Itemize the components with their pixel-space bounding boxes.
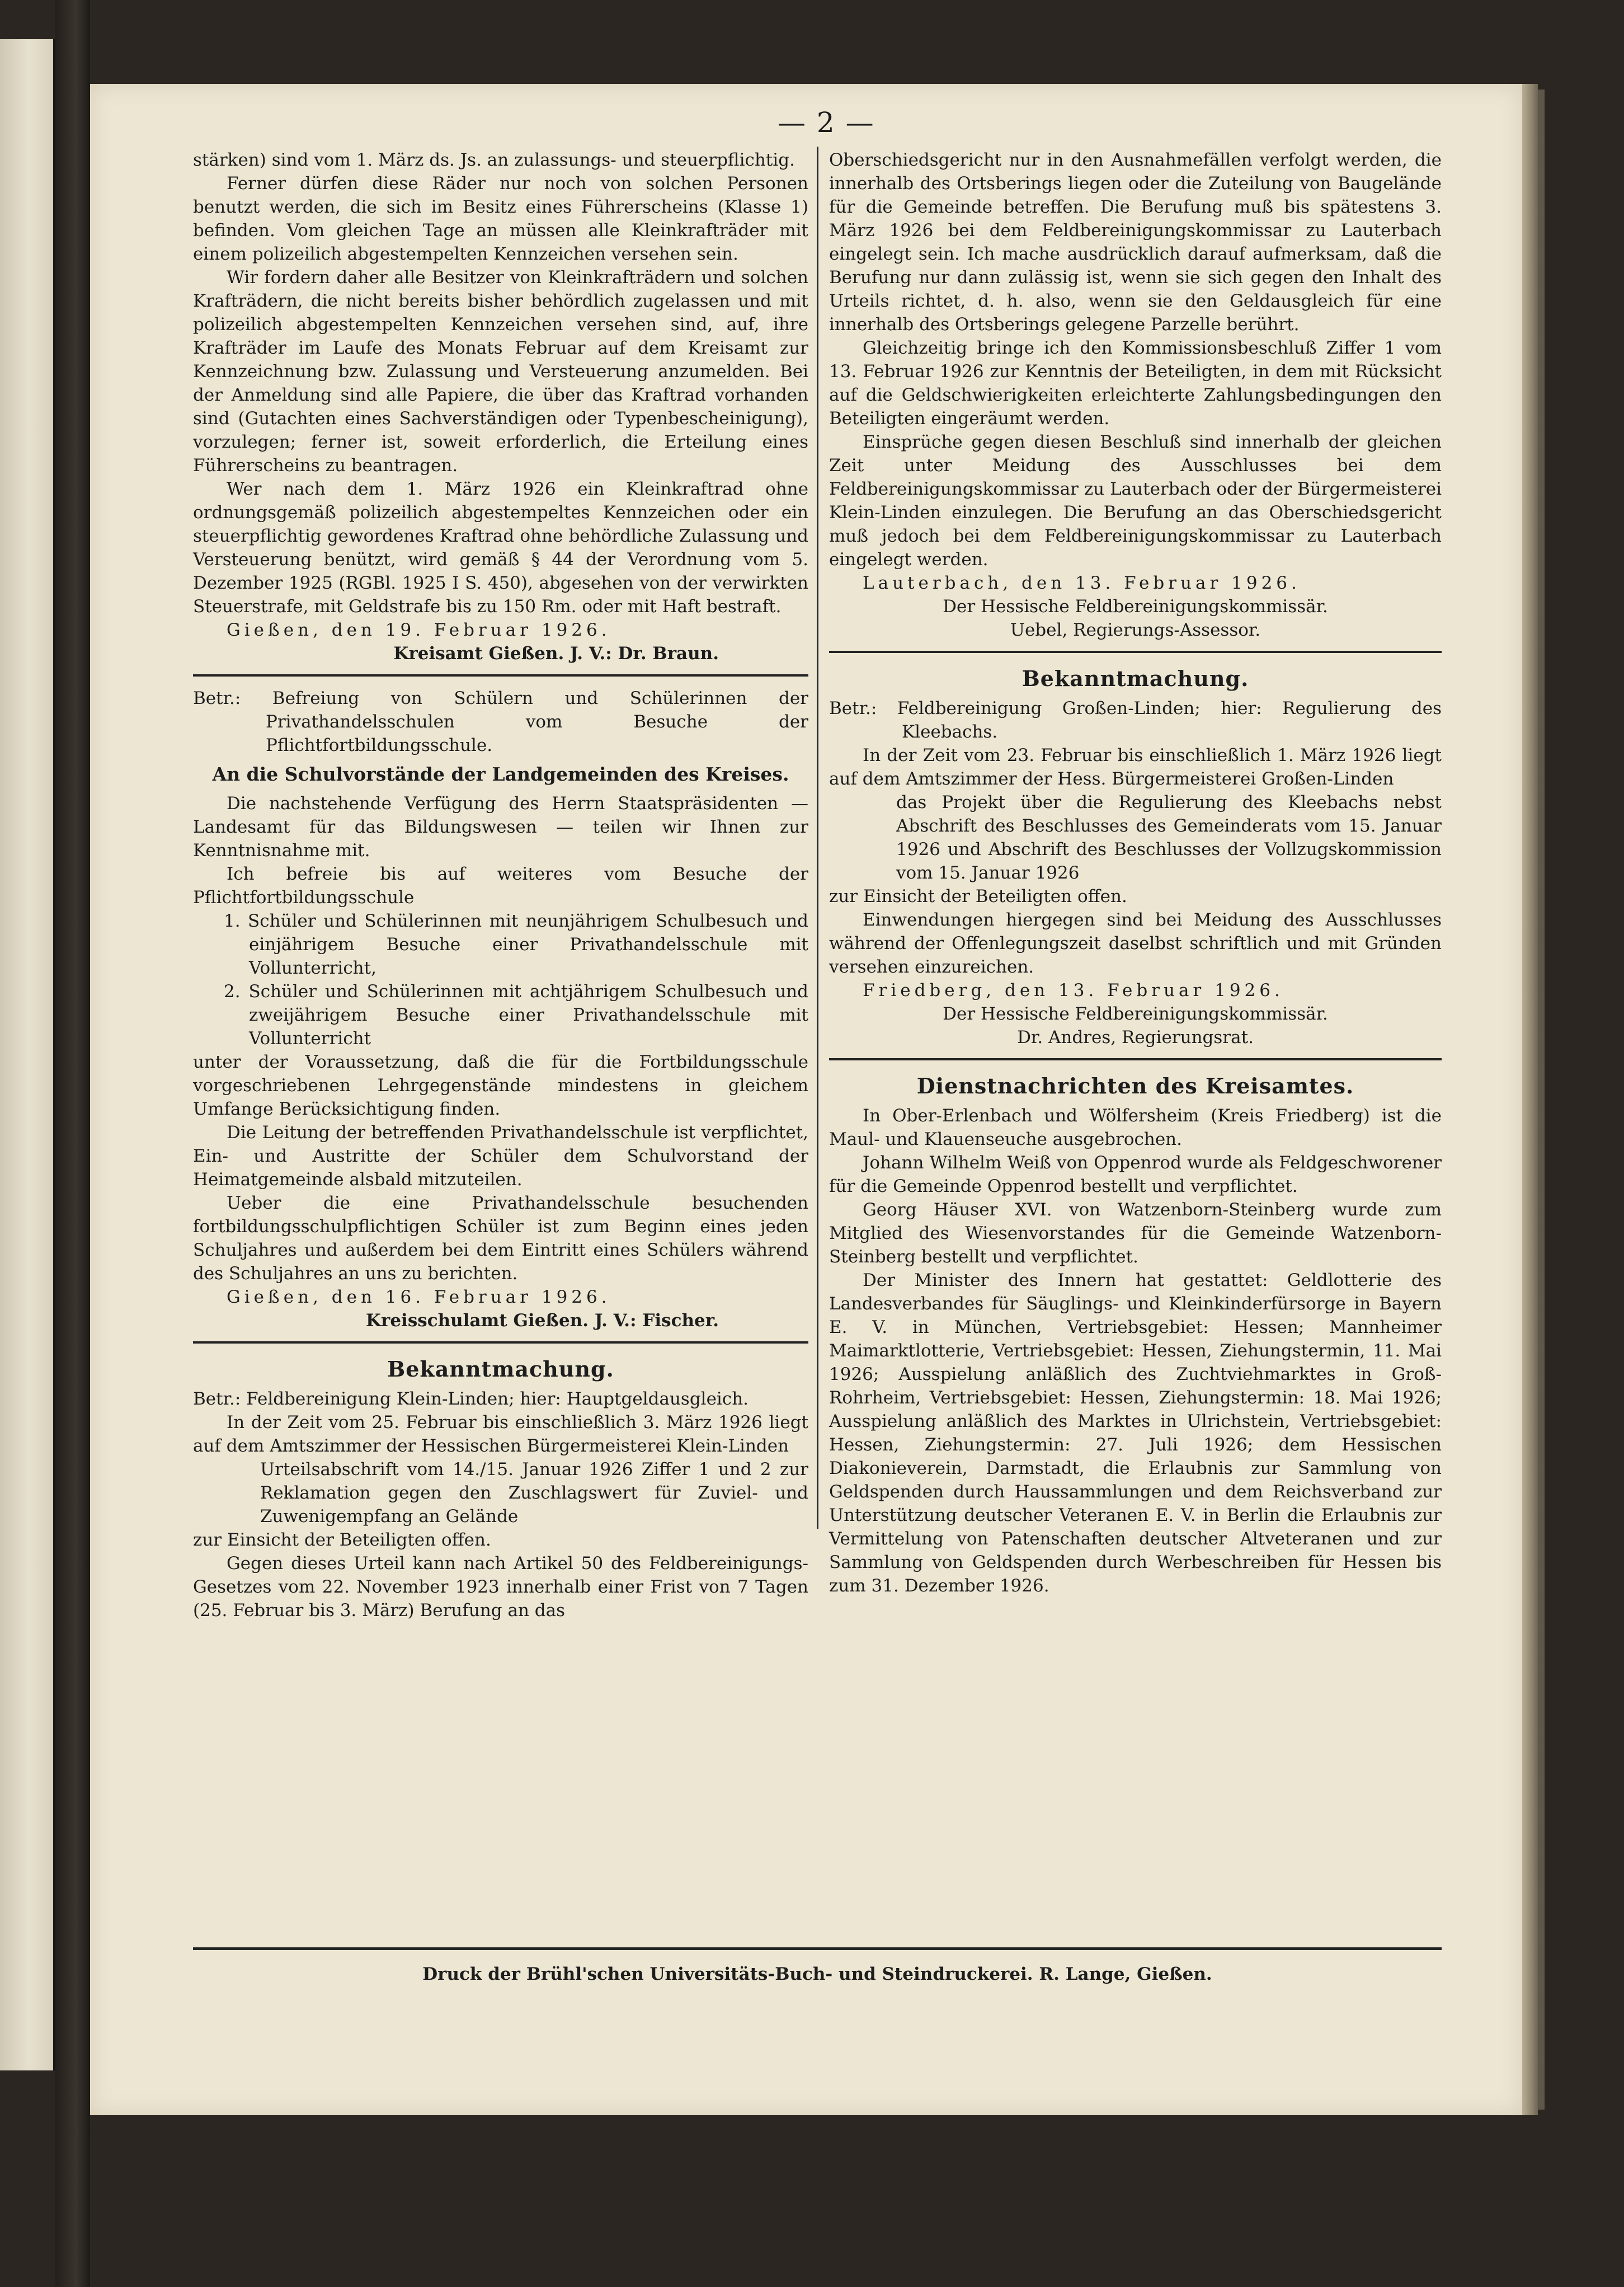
list-item: 2. Schüler und Schülerinnen mit achtjährigem Schulbesuch und zweijährigem Besuche einer Privathandelsschule mit Vollunterricht [224,982,808,1049]
place-date: Friedberg, den 13. Februar 1926. [863,980,1284,1001]
paragraph: Der Minister des Innern hat gestattet: Geldlotterie des Landesverbandes für Säuglings- und Kleinkinderfürsorge in Bayern E. V. in München, Vertriebsgebiet: Hessen; Mannheimer Maimarktlotterie, Vertriebsgebiet: Hessen, Ziehungstermin, 11. Mai 1926; Ausspielung anläßlich des Zuchtviehmarktes in Groß-Rohrheim, Vertriebsgebiet: Hessen, Ziehungstermin: 18. Mai 1926; Ausspielung anläßlich des Marktes in Ulrichstein, Vertriebsgebiet: Hessen, Ziehungstermin: 27. Juli 1926; dem Hessischen Diakonieverein, Darmstadt, die Erlaubnis zur Sammlung von Geldspenden durch Haussammlungen und dem Reichsverband zur Unterstützung deutscher Veteranen E. V. in Berlin die Erlaubnis zur Vermittelung von Patenschaften deutscher Altveteranen und zur Sammlung von Geldspenden durch Werbeschreiben für Hessen bis zum 31. Dezember 1926. [829,1270,1442,1596]
paragraph: Ueber die eine Privathandelsschule besuchenden fortbildungsschulpflichtigen Schüler ist zum Beginn eines jeden Schuljahres und außerdem bei dem Eintritt eines Schülers während des Schuljahres an uns zu berichten. [193,1193,808,1284]
subject-label: Betr.: [193,1389,241,1409]
section-rule [829,651,1442,653]
column-divider [817,147,818,1529]
page-stack-edge-dark [1538,90,1545,2110]
signature: Kreisschulamt Gießen. J. V.: Fischer. [366,1311,719,1331]
left-column [193,148,808,1622]
paragraph: Gleichzeitig bringe ich den Kommissionsbeschluß Ziffer 1 vom 13. Februar 1926 zur Kenntnis der Beteiligten, in dem mit Rücksicht auf die Geldschwierigkeiten erleichterte Zahlungsbedingungen den Beteiligten eingeräumt werden. [829,338,1442,429]
place-date: Lauterbach, den 13. Februar 1926. [863,573,1301,593]
subject-line [193,687,808,757]
section-rule [193,674,808,677]
paragraph: Wir fordern daher alle Besitzer von Kleinkrafträdern und solchen Krafträdern, die nicht bereits bisher behördlich zugelassen und mit polizeilich abgestempelten Kennzeichen versehen sind, auf, ihre Krafträder im Laufe des Monats Februar auf dem Kreisamt zur Kennzeichnung bzw. Zulassung und Versteuerung anzumelden. Bei der Anmeldung sind alle Papiere, die über das Kraftrad vorhanden sind (Gutachten eines Sachverständigen oder Typenbescheinigung), vorzulegen; ferner ist, soweit erforderlich, die Erteilung eines Führerscheins zu beantragen. [193,267,808,476]
paragraph: das Projekt über die Regulierung des Kleebachs nebst Abschrift des Beschlusses des Gemeinderats vom 15. Januar 1926 und Abschrift des Beschlusses der Vollzugskommission vom 15. Januar 1926 [896,792,1442,883]
paragraph: Wer nach dem 1. März 1926 ein Kleinkraftrad ohne ordnungsgemäß polizeilich abgestempeltes Kennzeichen oder ein steuerpflichtig gewordenes Kraftrad ohne behördliche Zulassung und Versteuerung benützt, wird gemäß § 44 der Verordnung vom 5. Dezember 1925 (RGBl. 1925 I S. 450), abgesehen von der verwirkten Steuerstrafe, mit Geldstrafe bis zu 150 Rm. oder mit Haft bestraft. [193,479,808,617]
footer-rule [193,1947,1442,1950]
subject-text: Befreiung von Schülern und Schülerinnen der Privathandelsschulen vom Besuche der Pflichtfortbildungsschule. [266,688,808,755]
paragraph: zur Einsicht der Beteiligten offen. [829,886,1127,907]
paragraph: Johann Wilhelm Weiß von Oppenrod wurde als Feldgeschworener für die Gemeinde Oppenrod bestellt und verpflichtet. [829,1153,1442,1196]
paragraph: zur Einsicht der Beteiligten offen. [193,1530,491,1550]
paragraph: Die nachstehende Verfügung des Herrn Staatspräsidenten — Landesamt für das Bildungswesen — teilen wir Ihnen zur Kenntnisnahme mit. [193,793,808,861]
signature: Kreisamt Gießen. J. V.: Dr. Braun. [393,644,719,664]
paragraph: Gegen dieses Urteil kann nach Artikel 50 des Feldbereinigungs-Gesetzes vom 22. November 1923 innerhalb einer Frist von 7 Tagen (25. Februar bis 3. März) Berufung an das [193,1553,808,1621]
printer-imprint: Druck der Brühl'schen Universitäts-Buch- und Steindruckerei. R. Lange, Gießen. [422,1964,1212,1984]
paragraph: unter der Voraussetzung, daß die für die Fortbildungsschule vorgeschriebenen Lehrgegenstände mindestens in gleichem Umfange Berücksichtigung finden. [193,1052,808,1119]
paragraph: In Ober-Erlenbach und Wölfersheim (Kreis Friedberg) ist die Maul- und Klauenseuche ausgebrochen. [829,1106,1442,1149]
paragraph: Oberschiedsgericht nur in den Ausnahmefällen verfolgt werden, die innerhalb des Ortsberings liegen oder die Zuteilung von Baugelände für die Gemeinde betreffen. Die Berufung muß bis spätestens 3. März 1926 bei dem Feldbereinigungskommissar zu Lauterbach eingelegt sein. Ich mache ausdrücklich darauf aufmerksam, daß die Berufung nur dann zulässig ist, wenn sie sich gegen den Inhalt des Urteils richtet, d. h. also, wenn sie den Geldausgleich für eine innerhalb des Ortsberings gelegene Parzelle berührt. [829,150,1442,335]
subject-line [829,697,1442,744]
right-column [829,148,1442,1598]
paragraph: Einsprüche gegen diesen Beschluß sind innerhalb der gleichen Zeit unter Meidung des Ausschlusses bei dem Feldbereinigungskommissar zu Lauterbach oder der Bürgermeisterei Klein-Linden einzulegen. Die Berufung an das Oberschiedsgericht muß jedoch bei dem Feldbereinigungskommissar zu Lauterbach eingelegt werden. [829,432,1442,570]
section-heading: Bekanntmachung. [387,1356,614,1382]
paragraph: Ich befreie bis auf weiteres vom Besuche der Pflichtfortbildungsschule [193,864,808,908]
subject-line [193,1387,808,1411]
page-stack-edge [1522,84,1538,2115]
section-rule [193,1341,808,1344]
paragraph: Einwendungen hiergegen sind bei Meidung des Ausschlusses während der Offenlegungszeit daselbst schriftlich und mit Gründen versehen einzureichen. [829,910,1442,977]
place-date: Gießen, den 16. Februar 1926. [227,1287,611,1307]
section-heading: Dienstnachrichten des Kreisamtes. [916,1073,1354,1098]
subject-label: Betr.: [193,688,241,708]
signature: Dr. Andres, Regierungsrat. [1017,1027,1254,1048]
paragraph: stärken) sind vom 1. März ds. Js. an zulassungs- und steuerpflichtig. [193,150,795,170]
subject-label: Betr.: [829,698,877,718]
signature: Der Hessische Feldbereinigungskommissär. [943,1004,1328,1024]
section-heading: Bekanntmachung. [1022,666,1249,691]
paragraph: Ferner dürfen diese Räder nur noch von solchen Personen benutzt werden, die sich im Besitz eines Führerscheins (Klasse 1) befinden. Vom gleichen Tage an müssen alle Kleinkrafträder mit einem polizeilich abgestempelten Kennzeichen versehen sein. [193,173,808,264]
page-number: — 2 — [778,106,875,139]
paragraph: Urteilsabschrift vom 14./15. Januar 1926 Ziffer 1 und 2 zur Reklamation gegen den Zuschlagswert für Zuviel- und Zuwenigempfang an Gelände [260,1459,808,1527]
book-gutter [55,0,90,2287]
place-date: Gießen, den 19. Februar 1926. [227,620,611,640]
previous-page-edge [0,39,55,2070]
section-rule [829,1058,1442,1060]
subject-text: Feldbereinigung Großen-Linden; hier: Regulierung des Kleebachs. [897,698,1442,742]
subject-text: Feldbereinigung Klein-Linden; hier: Hauptgeldausgleich. [246,1389,749,1409]
list-item: 1. Schüler und Schülerinnen mit neunjährigem Schulbesuch und einjährigem Besuche einer Privathandelsschule mit Vollunterricht, [224,911,808,978]
paragraph: Die Leitung der betreffenden Privathandelsschule ist verpflichtet, Ein- und Austritte der Schüler dem Schulvorstand der Heimatgemeinde alsbald mitzuteilen. [193,1123,808,1190]
paragraph: In der Zeit vom 23. Februar bis einschließlich 1. März 1926 liegt auf dem Amtszimmer der Hess. Bürgermeisterei Großen-Linden [829,745,1442,789]
section-heading: An die Schulvorstände der Landgemeinden des Kreises. [212,763,789,785]
paragraph: In der Zeit vom 25. Februar bis einschließlich 3. März 1926 liegt auf dem Amtszimmer der Hessischen Bürgermeisterei Klein-Linden [193,1412,808,1456]
paragraph: Georg Häuser XVI. von Watzenborn-Steinberg wurde zum Mitglied des Wiesenvorstandes für die Gemeinde Watzenborn-Steinberg bestellt und verpflichtet. [829,1200,1442,1267]
signature: Der Hessische Feldbereinigungskommissär. [943,597,1328,617]
signature: Uebel, Regierungs-Assessor. [1010,620,1261,640]
